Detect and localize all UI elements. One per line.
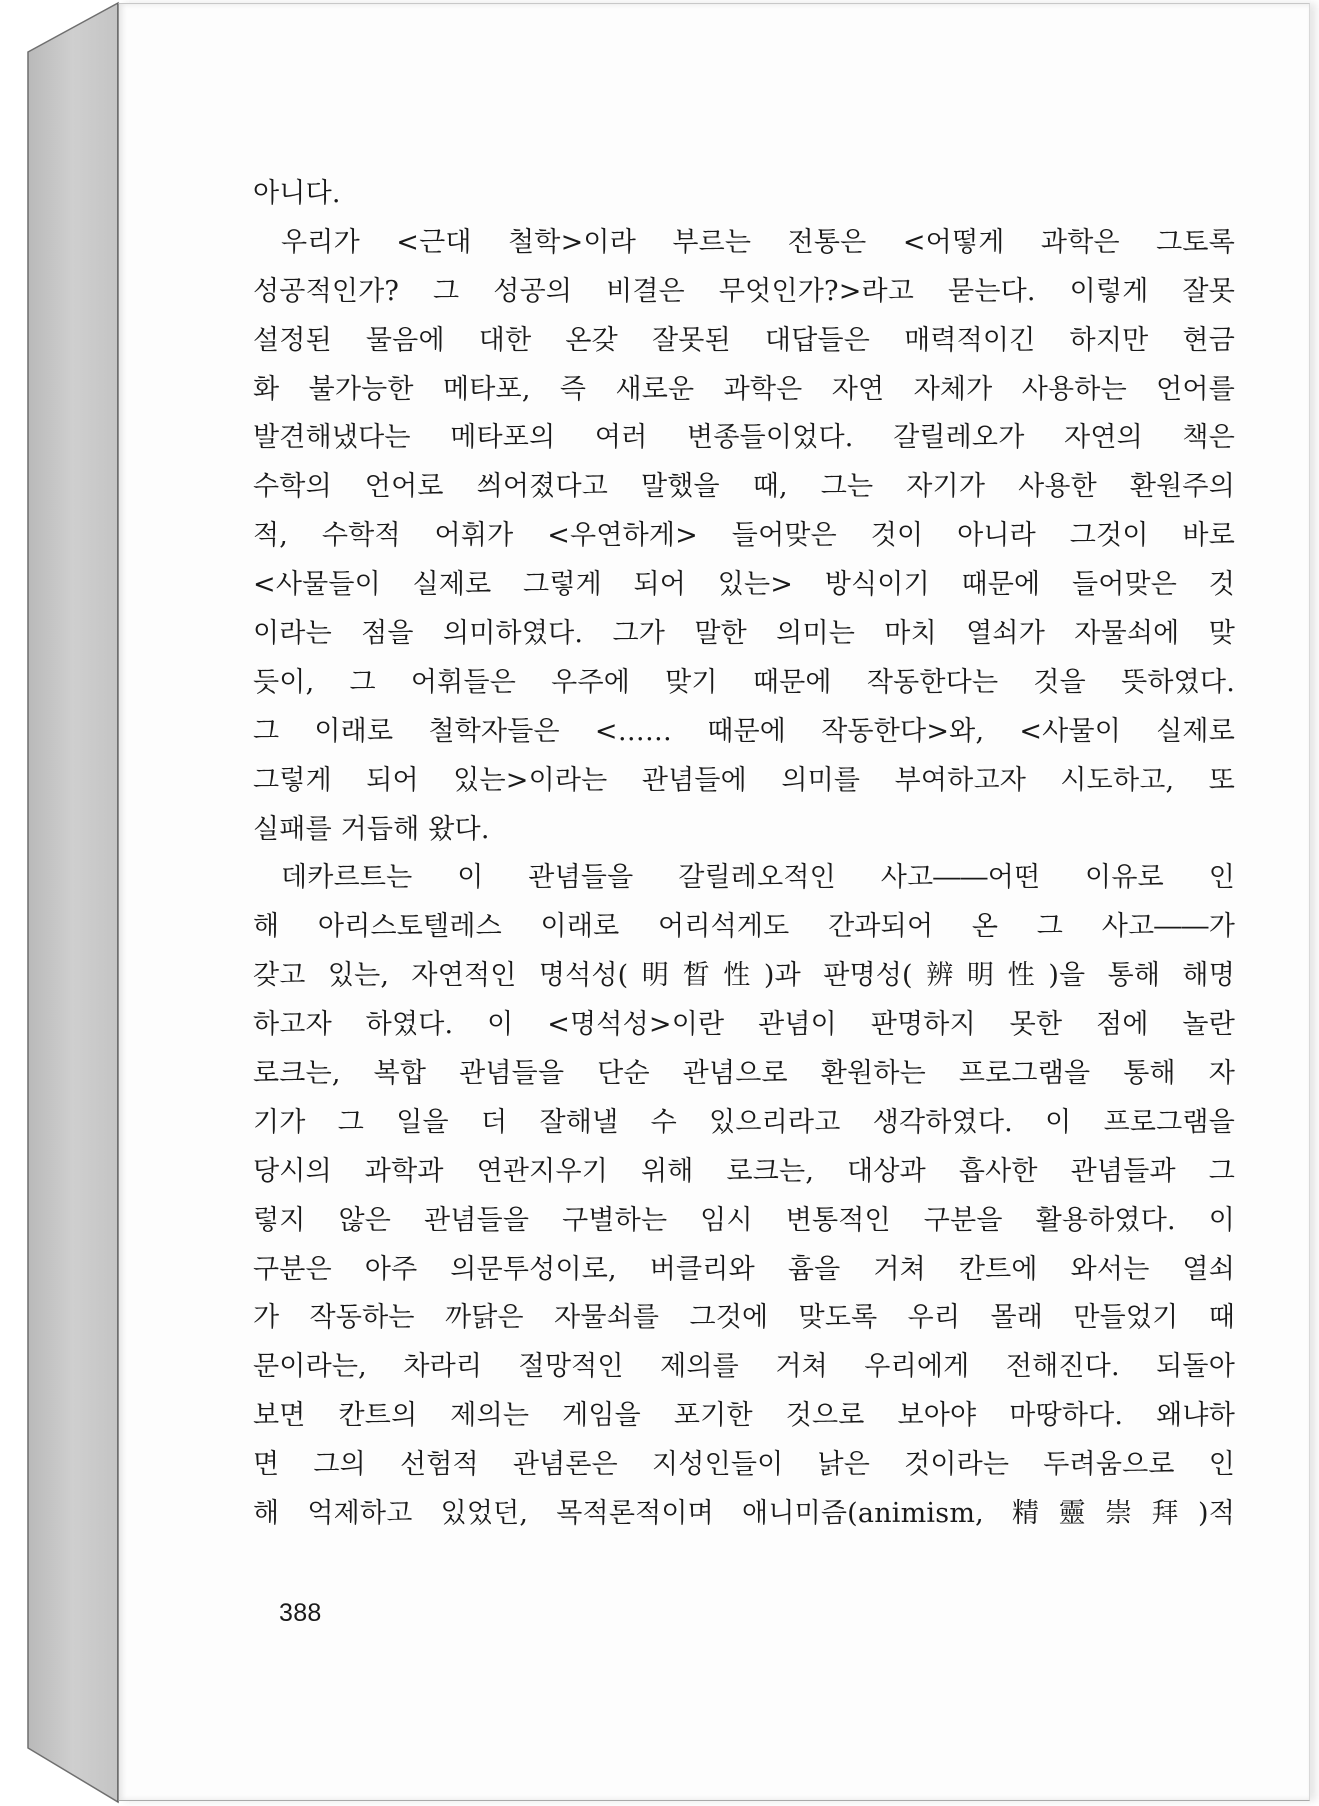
text-line: 렇지 않은 관념들을 구별하는 임시 변통적인 구분을 활용하였다. 이: [253, 1204, 1235, 1236]
text-line: 듯이, 그 어휘들은 우주에 맞기 때문에 작동한다는 것을 뜻하였다.: [253, 666, 1235, 698]
text-line: 문이라는, 차라리 절망적인 제의를 거쳐 우리에게 전해진다. 되돌아: [253, 1351, 1235, 1383]
text-line: 구분은 아주 의문투성이로, 버클리와 흄을 거쳐 칸트에 와서는 열쇠: [253, 1253, 1235, 1285]
text-line: 적, 수학적 어휘가 <우연하게> 들어맞은 것이 아니라 그것이 바로: [253, 520, 1235, 552]
text-line: <사물들이 실제로 그렇게 되어 있는> 방식이기 때문에 들어맞은 것: [253, 569, 1235, 601]
text-line: 그렇게 되어 있는>이라는 관념들에 의미를 부여하고자 시도하고, 또: [253, 764, 1235, 796]
text-line: 아니다.: [253, 178, 341, 209]
text-line: 성공적인가? 그 성공의 비결은 무엇인가?>라고 묻는다. 이렇게 잘못: [253, 275, 1235, 307]
text-line: 우리가 <근대 철학>이라 부르는 전통은 <어떻게 과학은 그토록: [281, 226, 1235, 258]
text-line: 실패를 거듭해 왔다.: [253, 813, 490, 845]
body-text: [253, 170, 1235, 1539]
text-line: 기가 그 일을 더 잘해낼 수 있으리라고 생각하였다. 이 프로그램을: [253, 1106, 1235, 1138]
text-line: 설정된 물음에 대한 온갖 잘못된 대답들은 매력적이긴 하지만 현금: [253, 324, 1235, 356]
text-line: 해 아리스토텔레스 이래로 어리석게도 간과되어 온 그 사고――가: [253, 911, 1235, 943]
text-line: 해 억제하고 있었던, 목적론적이며 애니미즘(animism, 精靈崇拜)적: [253, 1498, 1235, 1530]
text-line: 당시의 과학과 연관지우기 위해 로크는, 대상과 흡사한 관념들과 그: [253, 1155, 1235, 1187]
text-line: 화 불가능한 메타포, 즉 새로운 과학은 자연 자체가 사용하는 언어를: [253, 373, 1235, 405]
book-page: [118, 3, 1310, 1801]
text-line: 보면 칸트의 제의는 게임을 포기한 것으로 보아야 마땅하다. 왜냐하: [253, 1400, 1235, 1432]
text-line: 로크는, 복합 관념들을 단순 관념으로 환원하는 프로그램을 통해 자: [253, 1058, 1235, 1090]
text-line: 면 그의 선험적 관념론은 지성인들이 낡은 것이라는 두려움으로 인: [253, 1449, 1235, 1481]
text-line: 발견해냈다는 메타포의 여러 변종들이었다. 갈릴레오가 자연의 책은: [253, 422, 1235, 454]
text-line: 가 작동하는 까닭은 자물쇠를 그것에 맞도록 우리 몰래 만들었기 때: [253, 1302, 1235, 1334]
text-line: 그 이래로 철학자들은 <…… 때문에 작동한다>와, <사물이 실제로: [253, 715, 1235, 747]
text-line: 하고자 하였다. 이 <명석성>이란 관념이 판명하지 못한 점에 놀란: [253, 1009, 1235, 1041]
page-number: 388: [279, 1599, 322, 1627]
text-line: 데카르트는 이 관념들을 갈릴레오적인 사고――어떤 이유로 인: [281, 862, 1235, 894]
text-line: 갖고 있는, 자연적인 명석성(明晳性)과 판명성(辨明性)을 통해 해명: [253, 960, 1235, 992]
text-line: 이라는 점을 의미하였다. 그가 말한 의미는 마치 열쇠가 자물쇠에 맞: [253, 618, 1235, 650]
text-line: 수학의 언어로 씌어졌다고 말했을 때, 그는 자기가 사용한 환원주의: [253, 471, 1235, 503]
